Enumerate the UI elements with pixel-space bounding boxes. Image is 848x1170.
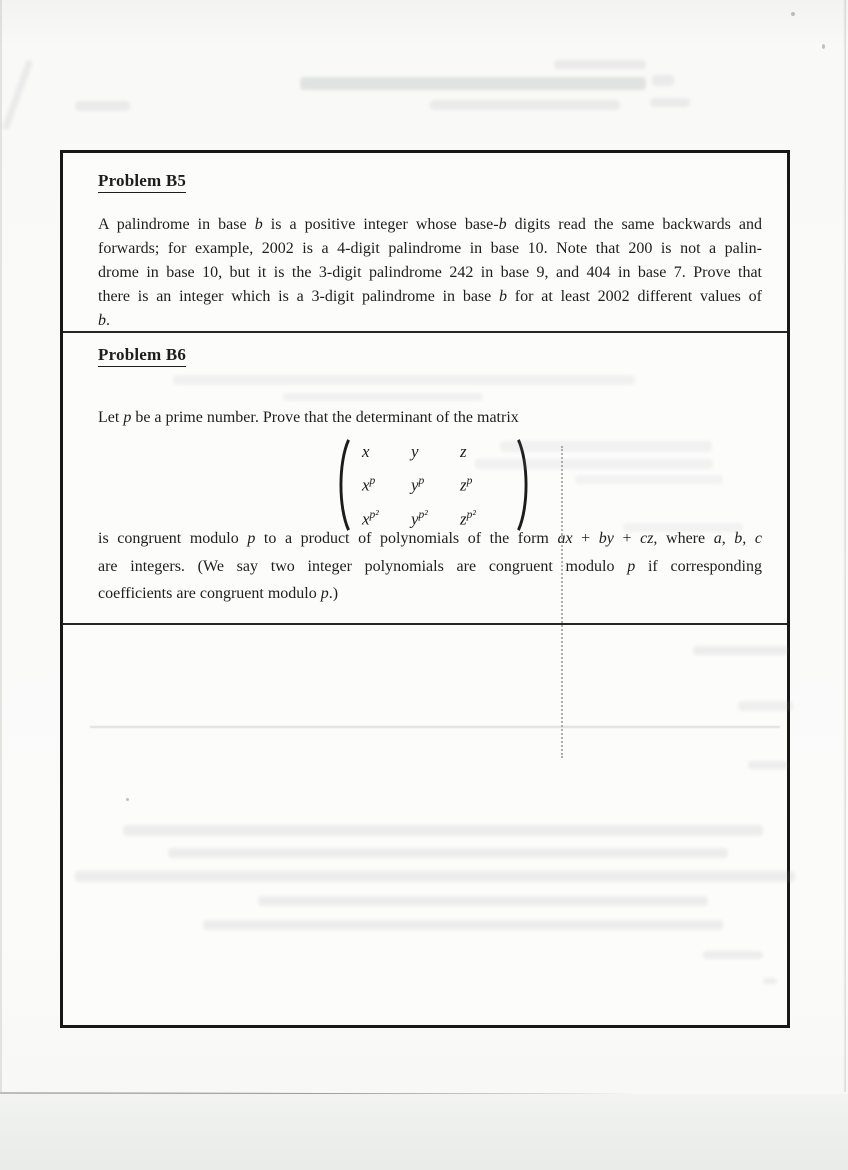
problem-b5-text: A palindrome in base b is a positive integer whose base-b digits read the same backwards and forwards; for example, 2002 is a 4-digit palindrome in base 10. Note that 200 is not a palin- drome in base 10, but it is the 3-digit palindrome 242 in base 9, and 404 in base 7. Prove that there is an integer which is a 3-digit palindrome in base b for at least 2002 different values of b. xyxy=(98,216,763,329)
scan-speck xyxy=(126,798,129,801)
paper-edge-shadow xyxy=(0,0,2,1092)
bleed-through-artifact xyxy=(75,871,795,882)
bleed-through-artifact xyxy=(300,77,646,90)
scanner-background xyxy=(0,1094,848,1170)
bleed-through-artifact xyxy=(554,60,646,69)
dotted-fold-line-artifact xyxy=(561,446,563,758)
bleed-through-artifact xyxy=(575,475,723,484)
bleed-through-artifact xyxy=(283,393,483,401)
matrix xyxy=(335,438,532,532)
bleed-through-artifact xyxy=(693,646,788,655)
bleed-through-artifact xyxy=(173,375,635,385)
bleed-through-artifact xyxy=(258,896,708,906)
problem-b6-heading: Problem B6 xyxy=(98,345,186,367)
bleed-through-artifact xyxy=(652,75,674,86)
paper-edge-shadow xyxy=(843,0,846,1092)
faint-pencil-line-artifact xyxy=(90,726,780,728)
bleed-through-artifact xyxy=(623,523,743,532)
bleed-through-artifact xyxy=(650,98,690,107)
bleed-through-artifact xyxy=(475,459,713,469)
bleed-through-artifact xyxy=(738,701,793,711)
right-paren-icon xyxy=(515,438,532,532)
bleed-through-artifact xyxy=(203,920,723,930)
bleed-through-artifact xyxy=(75,101,130,111)
problem-b6-intro-text: Let p be a prime number. Prove that the determinant of the matrix xyxy=(98,409,519,426)
left-paren-icon xyxy=(335,438,352,532)
bleed-through-artifact xyxy=(2,59,34,131)
bleed-through-artifact xyxy=(500,441,712,452)
bleed-through-artifact xyxy=(748,761,788,769)
bleed-through-artifact xyxy=(168,848,728,858)
bleed-through-artifact xyxy=(430,100,620,110)
problem-b6-closing-text: is congruent modulo p to a product of polynomials of the form ax + by + cz, where a, b, c are integers. (We say two integer polynomials are congruent modulo p if corresponding coefficients are congruent modulo p.) xyxy=(98,530,762,602)
section-divider xyxy=(63,331,787,333)
matrix-grid: x y z $x^p$ $y^p$ $z^p$ $x^{p^2}$ $y^{p^2}$ $z^{p^2}$ xyxy=(362,442,476,529)
bleed-through-artifact xyxy=(123,825,763,836)
bleed-through-artifact xyxy=(763,978,777,984)
problem-box xyxy=(60,150,790,1028)
bleed-through-artifact xyxy=(703,951,763,959)
scan-speck xyxy=(822,44,825,49)
section-divider xyxy=(63,623,787,625)
problem-b5-heading: Problem B5 xyxy=(98,171,186,193)
scan-speck xyxy=(791,12,795,16)
